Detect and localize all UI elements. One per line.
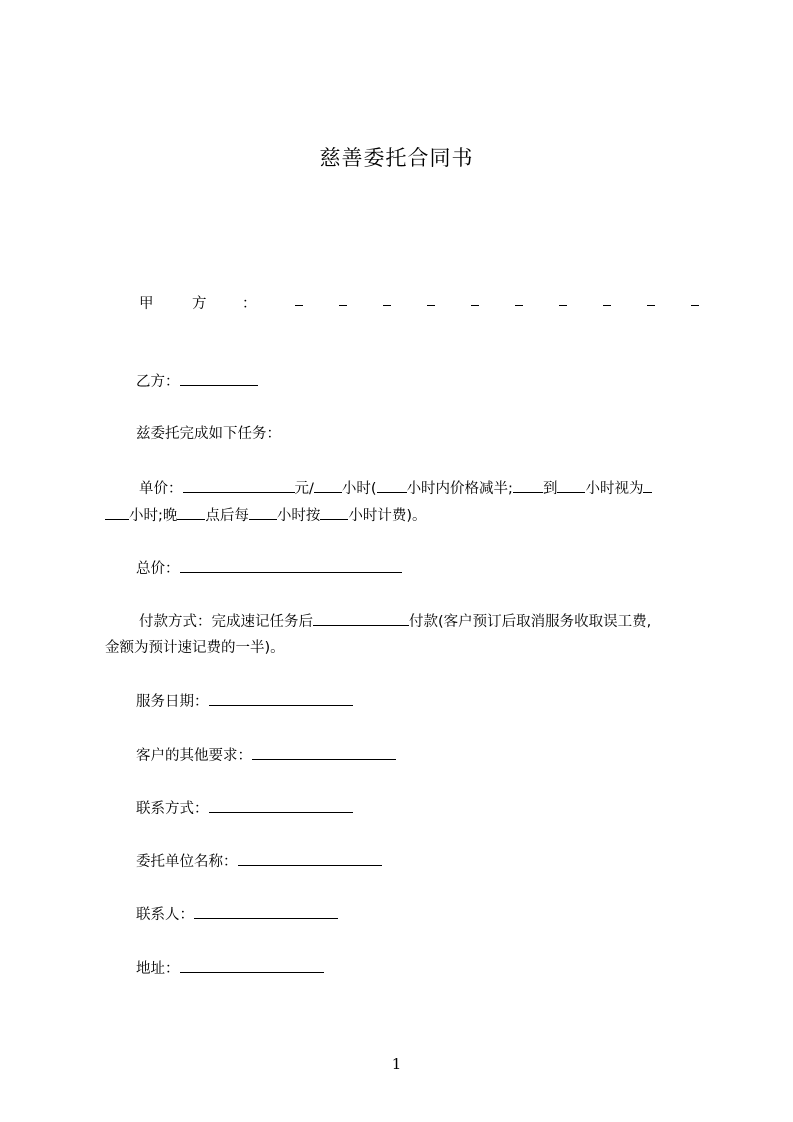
per-hours-blank[interactable]: [249, 505, 277, 520]
intro-line: 兹委托完成如下任务：: [136, 426, 281, 442]
unit-price-text: 小时计费)。: [348, 508, 427, 524]
client-unit-line: [136, 851, 382, 872]
total-price-line: [136, 558, 402, 579]
contact-person-label: 联系人：: [136, 907, 194, 923]
address-blank[interactable]: [180, 958, 324, 973]
party-a-blank[interactable]: [427, 305, 435, 306]
document-title: 慈善委托合同书: [319, 146, 474, 170]
contact-method-blank[interactable]: [209, 798, 353, 813]
service-date-blank[interactable]: [209, 691, 353, 706]
party-a-blank[interactable]: [515, 305, 523, 306]
other-requirements-blank[interactable]: [252, 745, 396, 760]
range-end-blank[interactable]: [557, 478, 585, 493]
party-a-blank[interactable]: [383, 305, 391, 306]
unit-price-text: 小时内价格减半;: [406, 481, 513, 497]
unit-price-blank[interactable]: [183, 478, 295, 493]
unit-price-text: 小时视为: [585, 481, 644, 497]
party-a-colon: ：: [242, 296, 257, 312]
contact-method-line: [136, 798, 353, 819]
other-requirements-line: [136, 745, 396, 766]
contact-person-line: [136, 904, 338, 925]
unit-price-text: 点后每: [205, 508, 249, 524]
address-label: 地址：: [136, 961, 180, 977]
party-a-blank[interactable]: [295, 305, 303, 306]
range-start-blank[interactable]: [513, 478, 543, 493]
payment-text: 付款方式：完成速记任务后: [139, 614, 313, 630]
party-b-line: [136, 371, 258, 392]
unit-price-text: 小时(: [341, 481, 377, 497]
party-a-blank[interactable]: [603, 305, 611, 306]
treated-as-blank[interactable]: [643, 478, 652, 493]
billed-hours-blank[interactable]: [320, 505, 348, 520]
service-date-line: [136, 691, 353, 712]
party-a-blank[interactable]: [559, 305, 567, 306]
hours-blank[interactable]: [314, 478, 342, 493]
unit-price-line: [139, 478, 652, 499]
unit-price-label: 单价：: [139, 481, 183, 497]
party-b-blank[interactable]: [180, 371, 258, 386]
contact-person-blank[interactable]: [194, 904, 338, 919]
total-price-blank[interactable]: [180, 558, 402, 573]
unit-price-text: 到: [542, 481, 558, 497]
treated-as-blank-cont[interactable]: [105, 505, 129, 520]
unit-price-line-2: [105, 505, 427, 526]
address-line: [136, 958, 324, 979]
payment-text: 付款(客户预订后取消服务收取误工费,: [409, 614, 652, 630]
total-price-label: 总价：: [136, 561, 180, 577]
unit-price-text: 元/: [294, 481, 314, 497]
party-a-blank[interactable]: [647, 305, 655, 306]
client-unit-label: 委托单位名称：: [136, 854, 238, 870]
other-requirements-label: 客户的其他要求：: [136, 748, 252, 764]
payment-line-2: 金额为预计速记费的一半)。: [105, 640, 285, 656]
unit-price-text: 小时按: [276, 508, 321, 524]
client-unit-blank[interactable]: [238, 851, 382, 866]
night-hour-blank[interactable]: [177, 505, 205, 520]
contact-method-label: 联系方式：: [136, 801, 209, 817]
payment-blank[interactable]: [313, 611, 409, 626]
party-a-blank[interactable]: [471, 305, 479, 306]
service-date-label: 服务日期：: [136, 694, 209, 710]
party-a-line: [139, 292, 709, 312]
party-a-label-1: 甲: [139, 296, 154, 312]
page-number: 1: [391, 1055, 402, 1073]
party-b-label: 乙方：: [136, 374, 180, 390]
unit-price-text: 小时;晚: [129, 508, 178, 524]
party-a-blank[interactable]: [339, 305, 347, 306]
half-price-hours-blank[interactable]: [377, 478, 407, 493]
party-a-blank[interactable]: [691, 305, 699, 306]
payment-line: [139, 611, 651, 632]
party-a-label-2: 方: [192, 296, 207, 312]
